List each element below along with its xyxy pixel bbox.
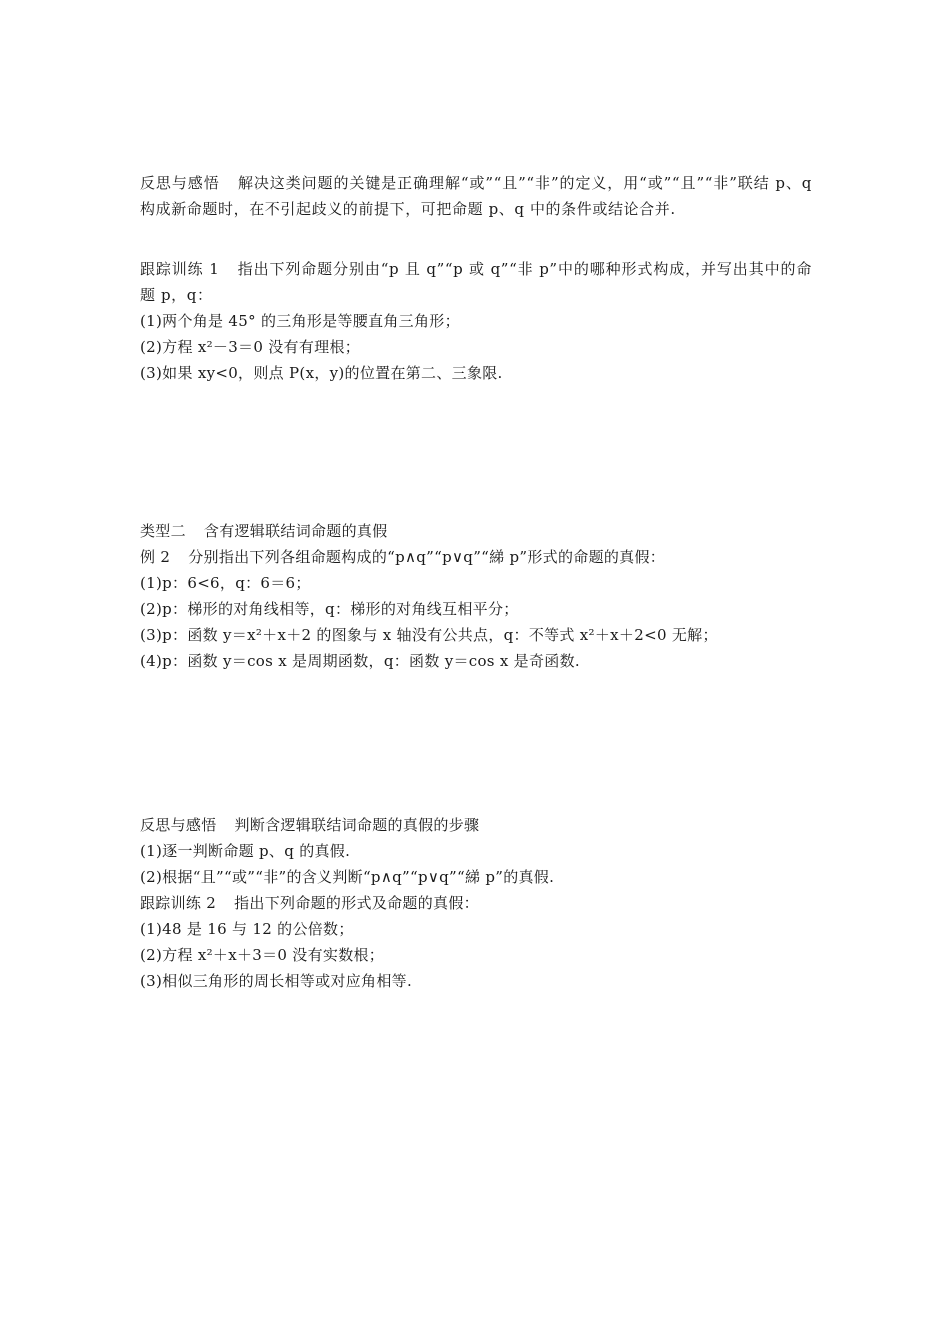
training-heading-text-1: 指出下列命题分别由“p 且 q”“p 或 q”“非 p”中的哪种形式构成，并写出其中的命题 p，q： xyxy=(140,260,812,304)
reflection-text-2: 判断含逻辑联结词命题的真假的步骤 xyxy=(234,816,480,834)
list-item: (1)p：6<6，q：6＝6； xyxy=(140,574,311,592)
reflection-heading-2 xyxy=(140,812,812,838)
list-item: (2)根据“且”“或”“非”的含义判断“p∧q”“p∨q”“綈 p”的真假. xyxy=(140,868,555,886)
list-item: (2)方程 x²＋x＋3＝0 没有实数根； xyxy=(140,946,385,964)
training-heading-1 xyxy=(140,256,812,308)
training-section-1 xyxy=(140,256,812,386)
list-item: (4)p：函数 y＝cos x 是周期函数，q：函数 y＝cos x 是奇函数. xyxy=(140,652,580,670)
reflection-section-1 xyxy=(140,170,812,222)
training-label-2: 跟踪训练 2 xyxy=(140,894,217,912)
example-text: 分别指出下列各组命题构成的“p∧q”“p∨q”“綈 p”形式的命题的真假： xyxy=(188,548,666,566)
example-label: 例 2 xyxy=(140,548,171,566)
reflection-text-1: 解决这类问题的关键是正确理解“或”“且”“非”的定义，用“或”“且”“非”联结 p、q 构成新命题时，在不引起歧义的前提下，可把命题 p、q 中的条件或结论合并. xyxy=(140,174,812,218)
type-two-section xyxy=(140,518,812,674)
reflection-label-2: 反思与感悟 xyxy=(140,816,217,834)
section-title-label: 类型二 xyxy=(140,522,186,540)
list-item: (1)逐一判断命题 p、q 的真假. xyxy=(140,842,351,860)
reflection-label-1: 反思与感悟 xyxy=(140,174,220,192)
list-item: (3)p：函数 y＝x²＋x＋2 的图象与 x 轴没有公共点，q：不等式 x²＋x＋2<0 无解； xyxy=(140,626,718,644)
reflection-paragraph-1 xyxy=(140,170,812,222)
list-item: (1)两个角是 45° 的三角形是等腰直角三角形； xyxy=(140,312,460,330)
list-item: (1)48 是 16 与 12 的公倍数； xyxy=(140,920,354,938)
training-label-1: 跟踪训练 1 xyxy=(140,260,220,278)
example-heading xyxy=(140,544,812,570)
training-heading-text-2: 指出下列命题的形式及命题的真假： xyxy=(234,894,479,912)
list-item: (2)p：梯形的对角线相等，q：梯形的对角线互相平分； xyxy=(140,600,519,618)
list-item: (2)方程 x²－3＝0 没有有理根； xyxy=(140,338,361,356)
section-title-text: 含有逻辑联结词命题的真假 xyxy=(203,522,388,540)
list-item: (3)相似三角形的周长相等或对应角相等. xyxy=(140,972,413,990)
section-title xyxy=(140,518,812,544)
list-item: (3)如果 xy<0，则点 P(x，y)的位置在第二、三象限. xyxy=(140,364,503,382)
training-heading-2 xyxy=(140,890,812,916)
reflection-section-2 xyxy=(140,812,812,994)
